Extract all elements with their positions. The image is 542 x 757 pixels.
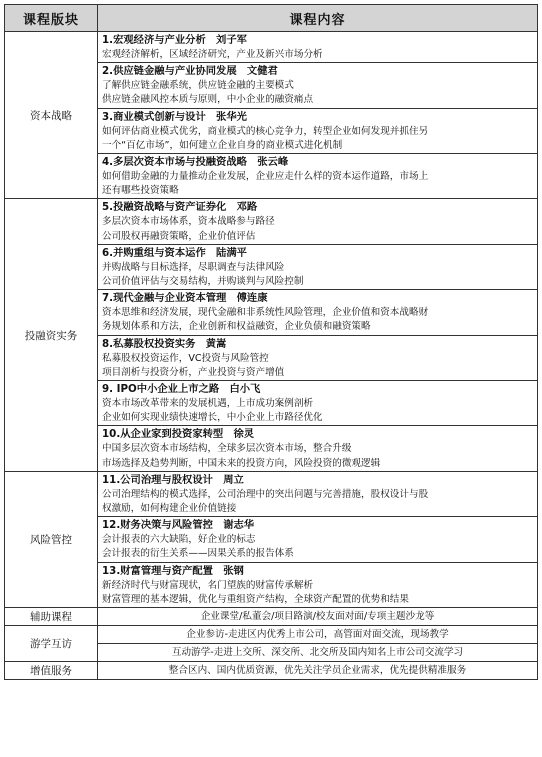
header-content: 课程内容 bbox=[98, 5, 538, 32]
course-title: 3.商业模式创新与设计 张华光 bbox=[102, 110, 247, 123]
course-cell bbox=[98, 199, 538, 244]
course-description: 还有哪些投资策略 bbox=[102, 185, 179, 197]
course-description: 了解供应链金融系统，供应链金融的主要模式 bbox=[102, 80, 294, 92]
header-module: 课程版块 bbox=[5, 5, 98, 32]
course-description: 权激励，如何构建企业价值链接 bbox=[102, 503, 237, 515]
course-row bbox=[5, 199, 538, 244]
course-cell bbox=[98, 381, 538, 426]
course-description: 中国多层次资本市场结构，全球多层次资本市场，整合升级 bbox=[102, 443, 352, 455]
course-description: 公司股权再融资策略，企业价值评估 bbox=[102, 230, 256, 242]
course-description: 宏观经济解析，区域经济研究，产业及新兴市场分析 bbox=[102, 49, 323, 60]
category-cell: 辅助课程 bbox=[5, 608, 98, 626]
category-cell: 游学互访 bbox=[5, 626, 98, 662]
course-cell bbox=[98, 471, 538, 516]
extra-content: 整合区内、国内优质资源，优先关注学员企业需求，优先提供精准服务 bbox=[98, 662, 538, 680]
course-cell bbox=[98, 32, 538, 63]
course-cell bbox=[98, 335, 538, 380]
course-title: 13.财富管理与资产配置 张钢 bbox=[102, 564, 244, 577]
course-description: 务规划体系和方法，企业创新和权益融资，企业负债和融资策略 bbox=[102, 321, 371, 333]
header-row bbox=[5, 5, 538, 32]
course-cell bbox=[98, 290, 538, 335]
course-title: 4.多层次资本市场与投融资战略 张云峰 bbox=[102, 156, 289, 169]
extra-content: 企业课堂/私董会/项目路演/校友面对面/专项主题沙龙等 bbox=[98, 608, 538, 626]
course-cell bbox=[98, 562, 538, 607]
course-description: 公司治理结构的模式选择，公司治理中的突出问题与完善措施，股权设计与股 bbox=[102, 488, 429, 500]
extra-content: 互动游学-走进上交所、深交所、北交所及国内知名上市公司交流学习 bbox=[98, 644, 538, 662]
course-description: 项目剖析与投资分析，产业投资与资产增值 bbox=[102, 366, 285, 378]
course-description: 企业如何实现业绩快速增长，中小企业上市路径优化 bbox=[102, 412, 323, 424]
course-description: 资本思维和经济发展，现代金融和非系统性风险管理，企业价值和资本战略财 bbox=[102, 307, 429, 319]
extra-row bbox=[5, 608, 538, 626]
extra-content: 企业参访-走进区内优秀上市公司，高管面对面交流，现场教学 bbox=[98, 626, 538, 644]
course-description: 并购战略与目标选择，尽职调查与法律风险 bbox=[102, 261, 285, 273]
course-row bbox=[5, 471, 538, 516]
course-title: 11.公司治理与股权设计 周立 bbox=[102, 473, 244, 486]
course-description: 私募股权投资运作，VC投资与风险管控 bbox=[102, 352, 269, 364]
course-title: 10.从企业家到投资家转型 徐灵 bbox=[102, 428, 255, 441]
course-cell bbox=[98, 63, 538, 108]
category-cell: 资本战略 bbox=[5, 32, 98, 199]
course-description: 如何评估商业模式优劣，商业模式的核心竞争力，转型企业如何发现并抓住另 bbox=[102, 125, 429, 137]
course-title: 8.私募股权投资实务 黄嵩 bbox=[102, 337, 227, 350]
curriculum-table bbox=[4, 4, 538, 680]
course-title: 5.投融资战略与资产证券化 邓路 bbox=[102, 201, 258, 214]
category-cell: 风险管控 bbox=[5, 471, 98, 607]
course-description: 市场选择及趋势判断，中国未来的投资方向，风险投资的微观逻辑 bbox=[102, 457, 381, 469]
course-description: 如何借助金融的力量推动企业发展，企业应走什么样的资本运作道路，市场上 bbox=[102, 171, 429, 183]
course-description: 会计报表的衍生关系——因果关系的报告体系 bbox=[102, 548, 294, 560]
course-title: 2.供应链金融与产业协同发展 文健君 bbox=[102, 65, 278, 78]
course-description: 财富管理的基本逻辑，优化与重组资产结构，全球资产配置的优势和结果 bbox=[102, 593, 409, 605]
course-title: 6.并购重组与资本运作 陆满平 bbox=[102, 246, 247, 259]
course-cell bbox=[98, 244, 538, 289]
course-description: 多层次资本市场体系，资本战略参与路径 bbox=[102, 216, 275, 228]
course-description: 公司价值评估与交易结构，并购谈判与风险控制 bbox=[102, 276, 304, 288]
course-description: 供应链金融风控本质与原则，中小企业的融资痛点 bbox=[102, 94, 314, 106]
course-description: 一个“百亿市场”，如何建立企业自身的商业模式进化机制 bbox=[102, 139, 343, 151]
category-cell: 投融资实务 bbox=[5, 199, 98, 471]
course-title: 12.财务决策与风险管控 谢志华 bbox=[102, 519, 255, 532]
course-cell bbox=[98, 517, 538, 562]
course-description: 新经济时代与财富现状，名门望族的财富传承解析 bbox=[102, 579, 314, 591]
table-body bbox=[5, 32, 538, 680]
course-description: 会计报表的六大缺陷，好企业的标志 bbox=[102, 534, 256, 546]
category-cell: 增值服务 bbox=[5, 662, 98, 680]
course-title: 1.宏观经济与产业分析 刘子军 bbox=[102, 34, 247, 46]
course-row bbox=[5, 32, 538, 63]
course-cell bbox=[98, 154, 538, 199]
extra-row bbox=[5, 626, 538, 644]
extra-row bbox=[5, 662, 538, 680]
course-cell bbox=[98, 426, 538, 471]
course-description: 资本市场改革带来的发展机遇，上市成功案例剖析 bbox=[102, 398, 314, 410]
course-title: 7.现代金融与企业资本管理 傅连康 bbox=[102, 292, 268, 305]
course-title: 9. IPO中小企业上市之路 白小飞 bbox=[102, 383, 261, 396]
course-cell bbox=[98, 108, 538, 153]
